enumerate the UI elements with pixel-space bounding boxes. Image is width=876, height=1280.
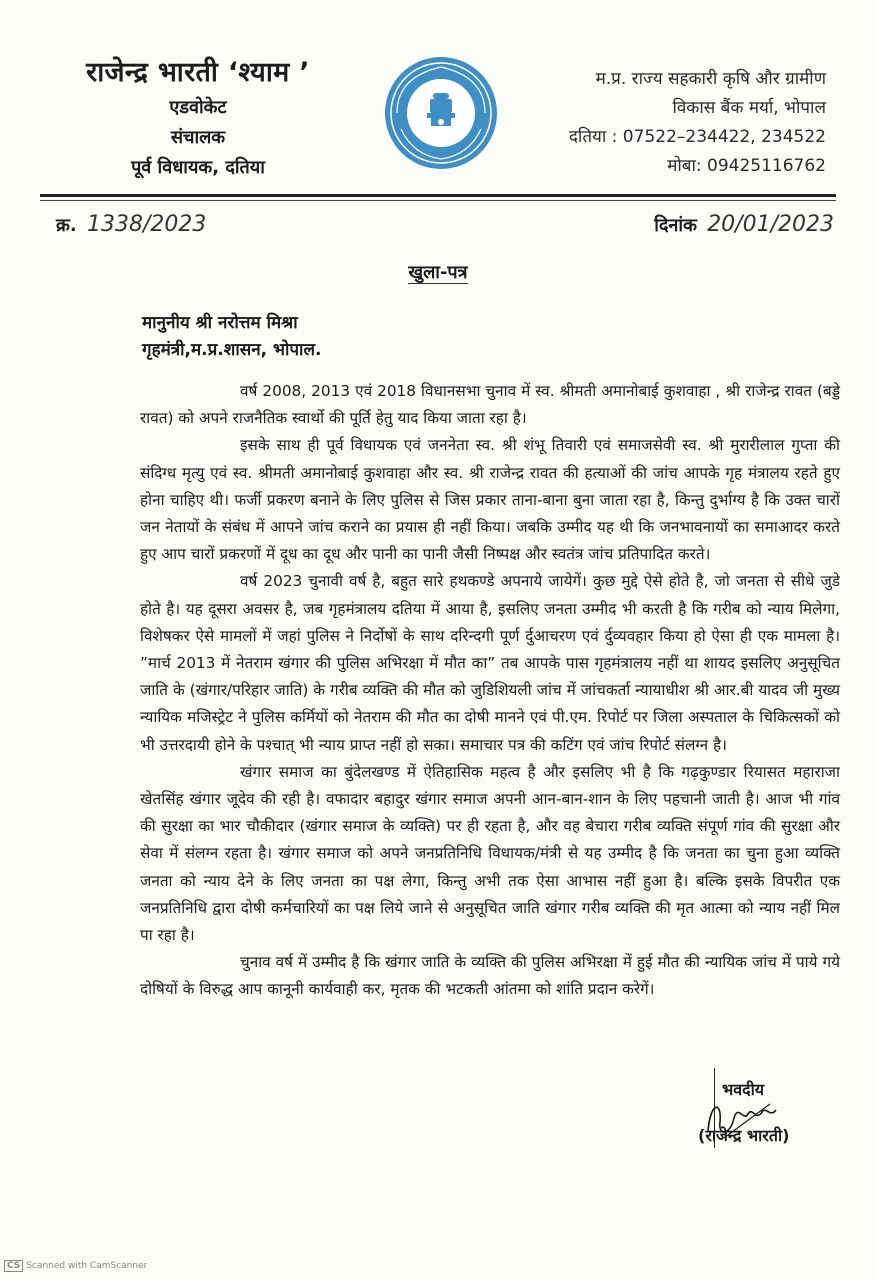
date-value: 20/01/2023 bbox=[707, 212, 834, 237]
camscanner-badge: CS bbox=[4, 1260, 23, 1272]
sender-title-former-mla: पूर्व विधायक, दतिया bbox=[131, 157, 265, 178]
reference-label: क्र. bbox=[56, 215, 77, 236]
signatory-name: (राजेन्द्र भारती) bbox=[698, 1126, 790, 1145]
body-paragraph-3: वर्ष 2023 चुनावी वर्ष है, बहुत सारे हथकण्डे अपनाये जायेगें। कुछ मुद्दे ऐसे होते है, जो जनता से सीधे जुडे होते है। यह दूसरा अवसर है, जब गृहमंत्रालय दतिया में आया है, इसलिए जनता उम्मीद भी करती है कि गरीब को न्याय मिलेगा, विशेषकर ऐसे मामलों में जहां पुलिस ने निर्दोषों के साथ दरिन्दगी पूर्ण र्दुआचरण एवं र्दुव्यवहार किया हो ऐसा ही एक मामला है। ”मार्च 2013 में नेतराम खंगार की पुलिस अभिरक्षा में मौत का” तब आपके पास गृहमंत्रालय नहीं था शायद इसलिए अनुसूचित जाति के (खंगार/परिहार जाति) के गरीब व्यक्ति की मौत को जुडिशियली जांच में जांचकर्ता न्यायाधीश श्री आर.बी यादव जी मुख्य न्यायिक मजिस्ट्रेट ने पुलिस कर्मियों को नेतराम की मौत का दोषी मानने एवं पी.एम. रिपोर्ट पर जिला अस्पताल के चिकित्सकों को भी उत्तरदायी होने के पश्चात् भी न्याय प्राप्त नहीं हो सका। समाचार पत्र की कटिंग एवं जांच रिपोर्ट संलग्न है। bbox=[140, 572, 840, 754]
sender-title-director: संचालक bbox=[170, 127, 226, 148]
emblem-seal-icon bbox=[383, 55, 499, 171]
reference-number bbox=[56, 212, 206, 237]
letter-date bbox=[654, 212, 834, 237]
addressee-name: मानुनीय श्री नरोत्तम मिश्रा bbox=[142, 313, 298, 333]
reference-value: 1338/2023 bbox=[86, 212, 207, 237]
camscanner-text: Scanned with CamScanner bbox=[26, 1261, 148, 1271]
subject-text: खुला-पत्र bbox=[408, 262, 468, 283]
letter-body bbox=[140, 378, 840, 1004]
mobile-number: मोबा: 09425116762 bbox=[667, 156, 826, 176]
phone-number: दतिया : 07522–234422, 234522 bbox=[568, 127, 826, 147]
scanner-watermark bbox=[4, 1260, 147, 1272]
letterhead-divider-thin bbox=[40, 200, 836, 201]
valediction: भवदीय bbox=[722, 1080, 765, 1099]
body-paragraph-4: खंगार समाज का बुंदेलखण्ड में ऐतिहासिक महत्व है और इसलिए भी है कि गढ़कुण्डार रियासत महाराजा खेतसिंह खंगार जूदेव की रही है। वफादार बहादुर खंगार समाज अपनी आन-बान-शान के लिए पहचानी जाती है। आज भी गांव की सुरक्षा का भार चौकीदार (खंगार समाज के व्यक्ति) पर ही रहता है, और वह बेचारा गरीब व्यक्ति संपूर्ण गांव की सुरक्षा और सेवा में संलग्न रहता है। खंगार समाज को अपने जनप्रतिनिधि विधायक/मंत्री से यह उम्मीद है कि जनता का चुना हुआ व्यक्ति जनता को न्याय देने के लिए जनता का पक्ष लेगा, किन्तु अभी तक ऐसा आभास नहीं हुआ है। बल्कि इसके विपरीत एक जनप्रतिनिधि द्वारा दोषी कर्मचारियों का पक्ष लिये जाने से अनुसूचित जाति खंगार गरीब व्यक्ति की मृत आत्मा को न्याय नहीं मिल पा रहा है। bbox=[140, 762, 840, 945]
letterhead-sender bbox=[48, 52, 348, 179]
sender-name: राजेन्द्र भारती ‘श्याम ’ bbox=[86, 57, 310, 88]
body-paragraph-2: इसके साथ ही पूर्व विधायक एवं जननेता स्व. श्री शंभू तिवारी एवं समाजसेवी स्व. श्री मुरारीलाल गुप्ता की संदिग्ध मृत्यु एवं स्व. श्रीमती अमानोबाई कुशवाहा और स्व. श्री राजेन्द्र रावत की हत्याओं की जांच आपके गृह मंत्रालय रहते हुए होना चाहिए थी। फर्जी प्रकरण बनाने के लिए पुलिस से जिस प्रकार ताना-बाना बुना जाता रहा है, किन्तु दुर्भाग्य है कि उक्त चारों जन नेतायों के संबंध में आपने जांच कराने का प्रयास ही नहीं किया। जबकि उम्मीद यह थी कि जनभावनायों का समाआदर करते हुए आप चारों प्रकरणों में दूध का दूध और पानी का पानी जैसी निष्पक्ष और स्वतंत्र जांच प्रतिपादित करते। bbox=[140, 436, 840, 564]
body-paragraph-5: चुनाव वर्ष में उम्मीद है कि खंगार जाति के व्यक्ति की पुलिस अभिरक्षा में हुई मौत की न्यायिक जांच में पाये गये दोषियों के विरुद्ध आप कानूनी कार्यवाही कर, मृतक की भटकती आंतमा को शांति प्रदान करेगें। bbox=[140, 953, 840, 999]
addressee-designation: गृहमंत्री,म.प्र.शासन, भोपाल. bbox=[142, 340, 322, 360]
date-label: दिनांक bbox=[654, 215, 697, 236]
addressee-block bbox=[142, 310, 321, 364]
org-line-1: म.प्र. राज्य सहकारी कृषि और ग्रामीण bbox=[595, 69, 826, 89]
body-paragraph-1: वर्ष 2008, 2013 एवं 2018 विधानसभा चुनाव में स्व. श्रीमती अमानोबाई कुशवाहा , श्री राजेन्द्र रावत (बड्डे रावत) को अपने राजनैतिक स्वार्थो की पूर्ति हेतु याद किया जाता रहा है। bbox=[140, 382, 840, 428]
letterhead-divider bbox=[40, 194, 836, 197]
letterhead-organisation bbox=[526, 66, 826, 182]
org-line-2: विकास बैंक मर्या, भोपाल bbox=[672, 98, 826, 118]
letter-subject bbox=[0, 260, 876, 284]
sender-title-advocate: एडवोकेट bbox=[169, 97, 227, 118]
